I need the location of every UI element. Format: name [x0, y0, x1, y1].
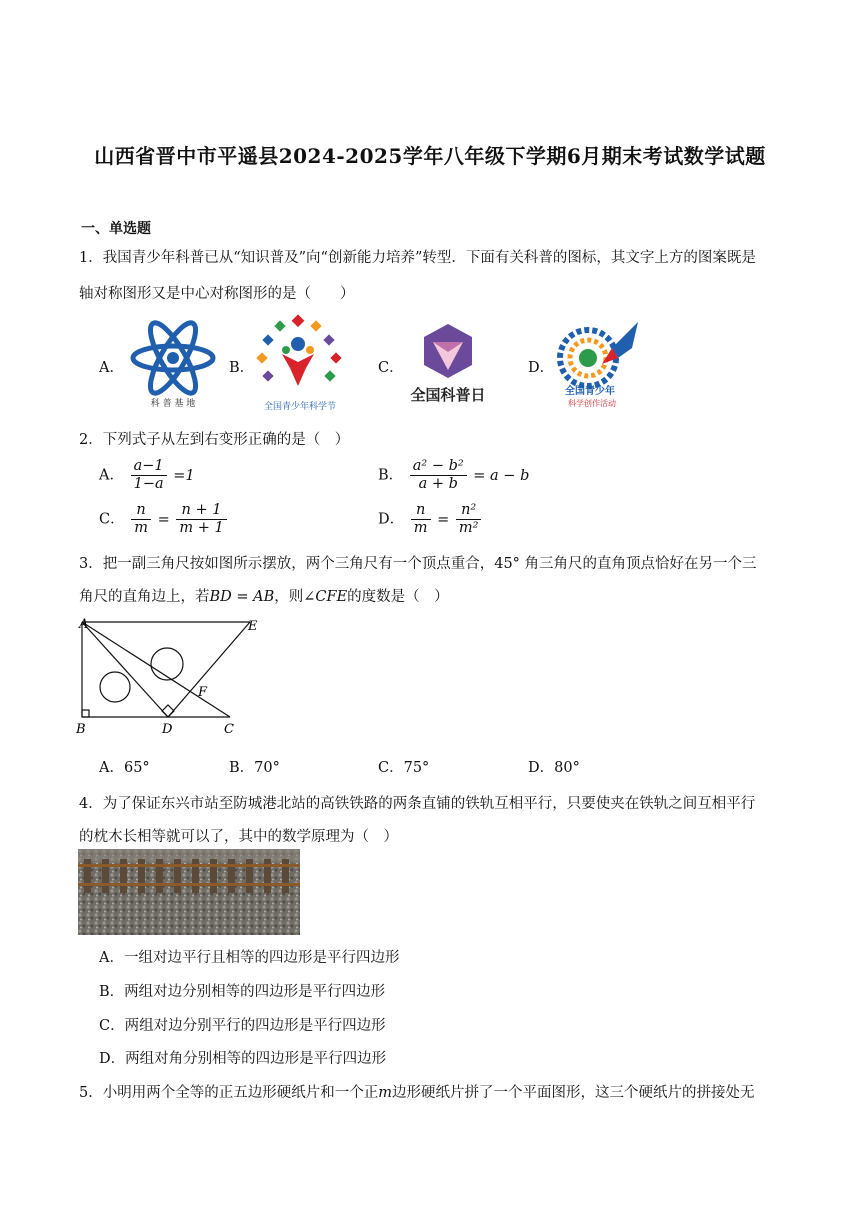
- q2-a-numerator: a−1: [131, 458, 167, 476]
- logo-d-caption-1: 全国青少年: [565, 386, 615, 397]
- q2-stem: 2．下列式子从左到右变形正确的是（ ）: [79, 432, 350, 448]
- q1-stem-line1: 1．我国青少年科普已从“知识普及”向“创新能力培养”转型．下面有关科普的图标，其文字上方的图案既是: [79, 250, 756, 266]
- q2-b-numerator: a² − b²: [410, 458, 467, 476]
- q5-text-post: 边形硬纸片拼了一个平面图形，这三个硬纸片的拼接处无: [391, 1085, 755, 1101]
- q1-option-d-label: D．: [528, 360, 555, 376]
- q4-option-a: A．一组对边平行且相等的四边形是平行四边形: [99, 950, 400, 966]
- q2-option-d: [378, 502, 483, 537]
- q2-d-fraction-right: [456, 502, 482, 537]
- label-b: B: [76, 722, 86, 737]
- q1-option-c-label: C．: [378, 360, 404, 376]
- q2-c-numerator-left: n: [131, 502, 151, 520]
- q2-b-label: B．: [378, 467, 404, 484]
- q2-d-denominator-right: m²: [458, 520, 479, 536]
- q2-c-denominator-right: m + 1: [179, 520, 224, 536]
- q3-condition: BD = AB: [209, 589, 275, 605]
- q2-c-fraction-right: [176, 502, 226, 537]
- q2-d-denominator-left: m: [413, 520, 428, 536]
- q2-b-fraction: [410, 458, 467, 493]
- label-d: D: [162, 722, 173, 737]
- q2-c-fraction-left: [131, 502, 151, 537]
- q2-c-equals: =: [157, 511, 170, 528]
- logo-d-caption-2: 科学创作活动: [568, 399, 616, 408]
- science-festival-logo-icon: [252, 314, 348, 414]
- q5-stem: [79, 1081, 754, 1102]
- railway-photo: [78, 849, 300, 935]
- q4-option-c: C．两组对边分别平行的四边形是平行四边形: [99, 1018, 386, 1034]
- q2-b-denominator: a + b: [418, 476, 458, 492]
- q2-option-b: [378, 458, 529, 493]
- logo-b-caption: 全国青少年科学节: [263, 402, 337, 412]
- q2-d-fraction-left: [411, 502, 431, 537]
- q3-text-pre: 角尺的直角边上，若: [79, 589, 210, 605]
- rocket-logo-icon: [552, 318, 648, 410]
- logo-a-caption: 科 普 基 地: [150, 399, 196, 409]
- q3-stem-line1: 3．把一副三角尺按如图所示摆放，两个三角尺有一个顶点重合，45° 角三角尺的直角顶点恰好在另一个三: [79, 556, 757, 572]
- q2-option-c: [99, 502, 229, 537]
- q2-c-numerator-right: n + 1: [176, 502, 226, 520]
- q3-option-b: B．70°: [229, 760, 280, 776]
- q5-text-pre: 5．小明用两个全等的正五边形硬纸片和一个正: [79, 1085, 379, 1101]
- q2-c-label: C．: [99, 511, 125, 528]
- q4-option-d: D．两组对角分别相等的四边形是平行四边形: [99, 1051, 387, 1067]
- q3-option-a: A．65°: [99, 760, 150, 776]
- q2-d-numerator-right: n²: [456, 502, 482, 520]
- q3-option-c: C．75°: [378, 760, 430, 776]
- q2-a-denominator: 1−a: [133, 476, 164, 492]
- label-a: A: [79, 617, 89, 632]
- label-e: E: [248, 619, 258, 634]
- q2-d-equals: =: [437, 511, 450, 528]
- q3-stem-line2: [79, 585, 449, 606]
- q2-c-denominator-left: m: [134, 520, 148, 536]
- q2-a-label: A．: [99, 467, 124, 484]
- q3-text-mid: ，则: [274, 589, 304, 605]
- q1-option-b-label: B．: [229, 360, 255, 376]
- q2-d-label: D．: [378, 511, 405, 528]
- q4-option-b: B．两组对边分别相等的四边形是平行四边形: [99, 984, 386, 1000]
- q2-option-a: [99, 458, 195, 493]
- q2-a-fraction: [131, 458, 167, 493]
- label-f: F: [198, 685, 208, 700]
- q5-variable: m: [378, 1085, 392, 1101]
- q1-stem-line2: 轴对称图形又是中心对称图形的是（ ）: [79, 286, 355, 302]
- science-day-logo-icon: [400, 320, 500, 406]
- atom-logo-icon: [128, 318, 218, 410]
- q4-stem-line1: 4．为了保证东兴市站至防城港北站的高铁铁路的两条直铺的铁轨互相平行，只要使夹在铁轨之间互相平行: [79, 796, 756, 812]
- q3-angle: ∠CFE: [303, 589, 348, 605]
- q1-option-a-label: A．: [99, 360, 124, 376]
- page-title: 山西省晋中市平遥县2024-2025学年八年级下学期6月期末考试数学试题: [94, 144, 766, 168]
- section-heading: 一、单选题: [81, 221, 151, 237]
- q2-a-rhs: =1: [173, 467, 195, 484]
- q2-d-numerator-left: n: [411, 502, 431, 520]
- label-c: C: [224, 722, 234, 737]
- q4-stem-line2: 的枕木长相等就可以了，其中的数学原理为（ ）: [79, 829, 398, 845]
- q3-option-d: D．80°: [528, 760, 580, 776]
- q2-b-rhs: = a − b: [473, 467, 530, 484]
- triangle-diagram: [70, 612, 270, 742]
- q3-text-post: 的度数是（ ）: [347, 589, 449, 605]
- logo-c-caption: 全国科普日: [410, 386, 486, 404]
